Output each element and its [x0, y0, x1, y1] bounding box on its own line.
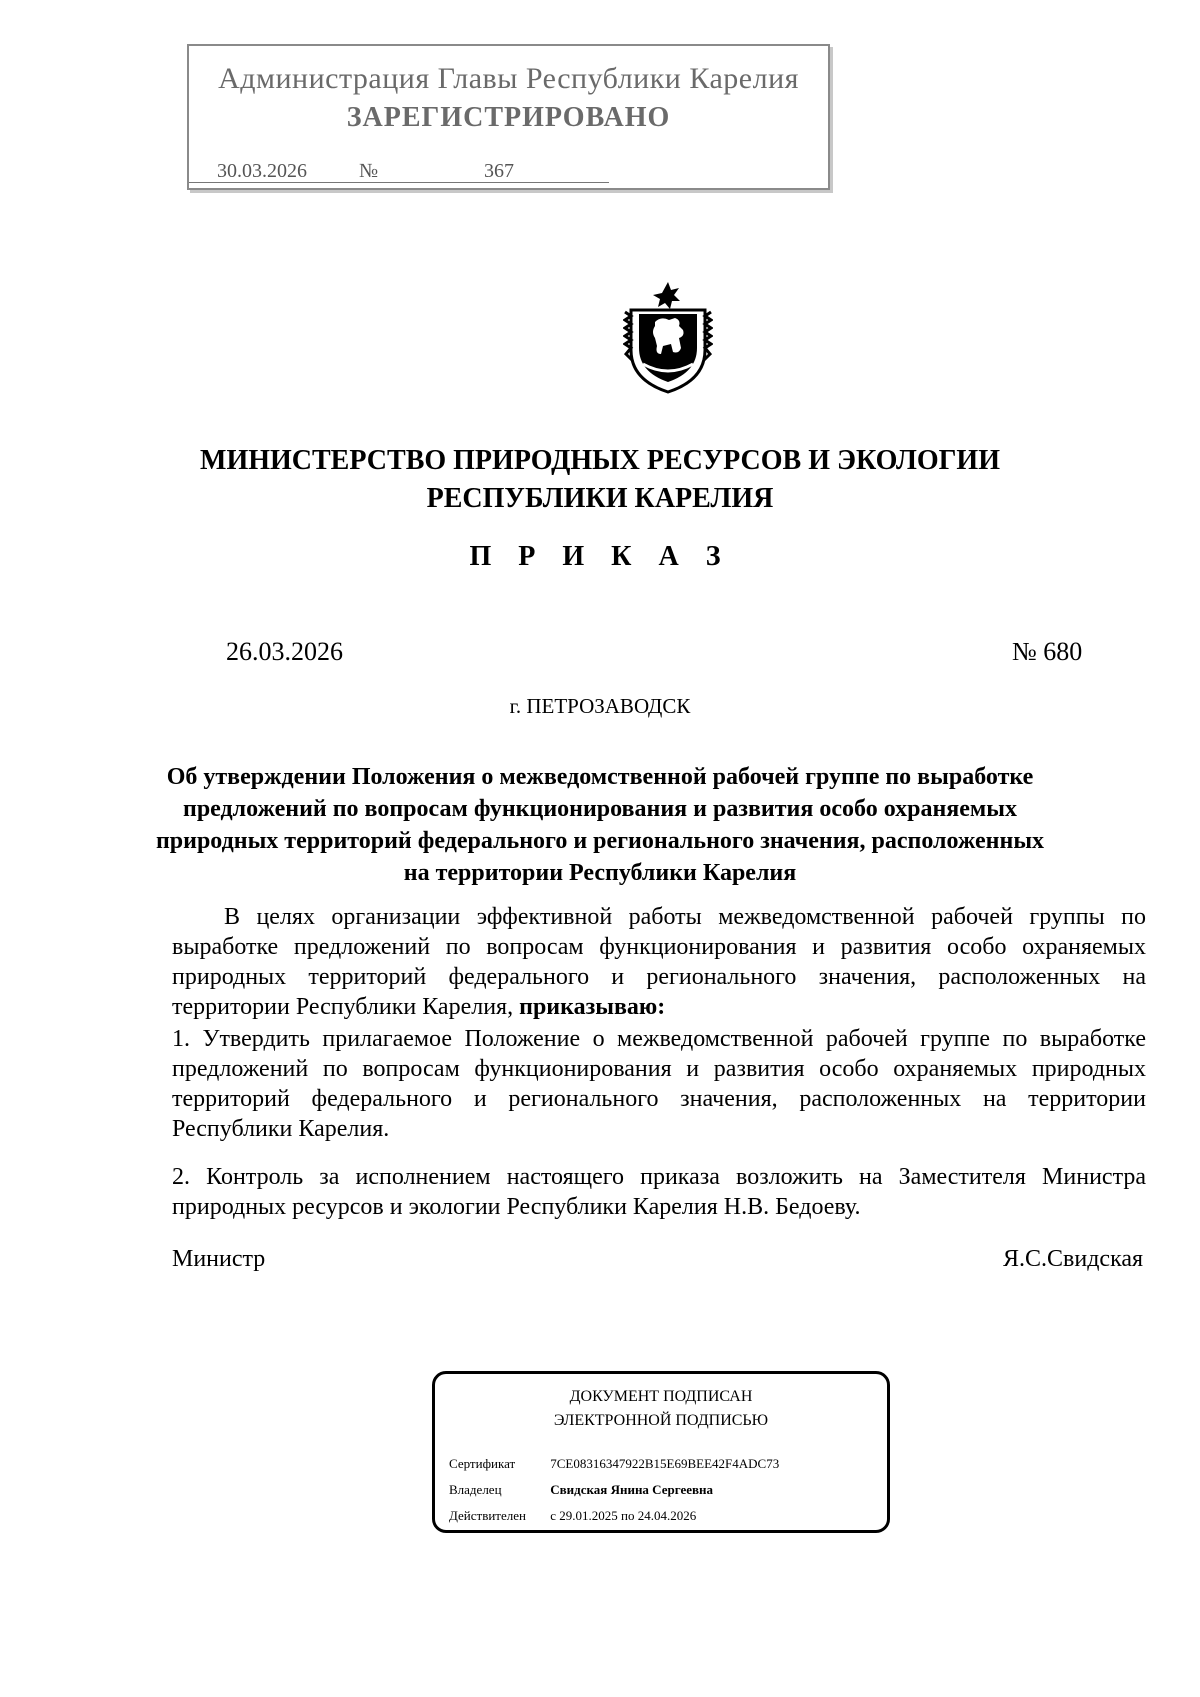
esig-certificate-value: 7CE08316347922B15E69BEE42F4ADC73: [550, 1456, 780, 1471]
item-1-paragraph: 1. Утвердить прилагаемое Положение о межведомственной рабочей группе по выработке предложений по вопросам функционирования и развития особо охраняемых природных территорий федерального и регионального значения, расположенных на территории Республики Карелия.: [172, 1026, 1146, 1142]
esig-owner-row: [449, 1482, 713, 1498]
esig-title-line1: ДОКУМЕНТ ПОДПИСАН: [569, 1388, 753, 1405]
order-subject: Об утверждении Положения о межведомственной рабочей группе по выработке предложений по вопросам функционирования и развития особо охраняемых природных территорий федерального и регионального значения, расположенных на территории Республики Карелия: [155, 764, 1045, 886]
esig-validity-value: с 29.01.2025 по 24.04.2026: [550, 1508, 697, 1523]
electronic-signature-stamp: [432, 1371, 890, 1533]
registration-date: 30.03.2026: [217, 160, 307, 182]
item-2-paragraph: 2. Контроль за исполнением настоящего приказа возложить на Заместителя Министра природных ресурсов и экологии Республики Карелия Н.В. Бедоеву.: [172, 1164, 1146, 1220]
signer-role: Министр: [172, 1246, 266, 1272]
esig-certificate-label: Сертификат: [449, 1456, 516, 1471]
ministry-name-line2: РЕСПУБЛИКИ КАРЕЛИЯ: [426, 483, 774, 514]
esig-certificate-row: [449, 1456, 779, 1472]
registration-number-sign: №: [359, 160, 379, 182]
preamble-text: В целях организации эффективной работы межведомственной рабочей группы по выработке предложений по вопросам функционирования и развития особо охраняемых природных территорий федерального и регионального значения, расположенных на территории Республики Карелия,: [172, 904, 1146, 1020]
registration-status: ЗАРЕГИСТРИРОВАНО: [346, 102, 671, 133]
registration-number: 367: [484, 160, 514, 182]
preamble-paragraph: [172, 902, 1146, 1022]
esig-owner-label: Владелец: [449, 1482, 502, 1497]
preamble-directive: приказываю:: [519, 994, 666, 1020]
registration-stamp: [187, 44, 830, 190]
signer-name: Я.С.Свидская: [1003, 1246, 1144, 1272]
esig-owner-value: Свидская Янина Сергеевна: [550, 1482, 714, 1497]
registration-underline: [189, 182, 609, 183]
registration-authority: Администрация Главы Республики Карелия: [218, 62, 799, 95]
karelia-coat-of-arms-icon: [623, 282, 713, 394]
document-type-title: П Р И К А З: [469, 541, 731, 572]
esig-validity-row: [449, 1508, 696, 1524]
esig-title-line2: ЭЛЕКТРОННОЙ ПОДПИСЬЮ: [553, 1412, 769, 1429]
order-city: г. ПЕТРОЗАВОДСК: [509, 694, 691, 718]
registration-date-row: [189, 160, 609, 184]
order-number: № 680: [1012, 637, 1083, 666]
ministry-name-line1: МИНИСТЕРСТВО ПРИРОДНЫХ РЕСУРСОВ И ЭКОЛОГИИ: [200, 445, 1000, 476]
esig-validity-label: Действителен: [449, 1508, 526, 1523]
order-date: 26.03.2026: [226, 637, 343, 666]
